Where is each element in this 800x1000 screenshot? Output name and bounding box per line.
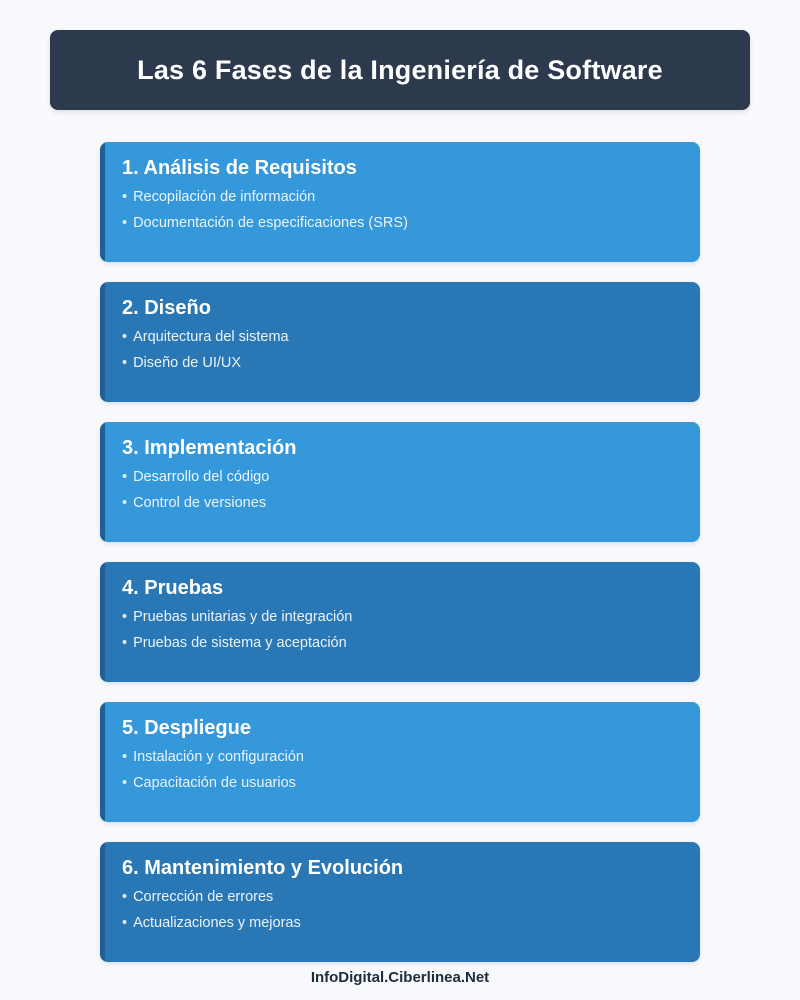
phase-title: 2. Diseño: [122, 297, 211, 319]
header-banner: [50, 30, 750, 110]
phase-bullet: [122, 330, 678, 346]
page-title: Las 6 Fases de la Ingeniería de Software: [137, 54, 663, 85]
bullet-dot-icon: •: [122, 634, 128, 651]
phase-bullet: [122, 190, 678, 206]
phase-bullet-label: Actualizaciones y mejoras: [133, 914, 301, 931]
phase-bullet-label: Recopilación de información: [133, 189, 316, 205]
phase-bullet: [122, 750, 678, 766]
phase-accent-bar: [100, 282, 105, 402]
phase-card: [100, 142, 700, 262]
phase-card: [100, 702, 700, 822]
bullet-dot-icon: •: [122, 214, 128, 231]
phase-title: 4. Pruebas: [122, 577, 224, 599]
bullet-dot-icon: •: [122, 749, 128, 765]
phase-bullet: [122, 356, 678, 372]
phase-bullet: [122, 496, 678, 512]
bullet-dot-icon: •: [122, 189, 128, 205]
phase-accent-bar: [100, 562, 105, 682]
phase-card: [100, 562, 700, 682]
phase-accent-bar: [100, 842, 105, 962]
bullet-dot-icon: •: [122, 354, 128, 371]
bullet-dot-icon: •: [122, 774, 128, 791]
bullet-dot-icon: •: [122, 889, 128, 905]
phase-title: 1. Análisis de Requisitos: [122, 157, 357, 179]
phase-bullet: [122, 636, 678, 652]
bullet-dot-icon: •: [122, 494, 128, 511]
phase-title: 5. Despliegue: [122, 717, 251, 739]
phase-bullet-label: Diseño de UI/UX: [133, 354, 242, 371]
phase-card: [100, 422, 700, 542]
phase-bullet-label: Documentación de especificaciones (SRS): [133, 214, 408, 231]
bullet-dot-icon: •: [122, 469, 128, 485]
phase-accent-bar: [100, 702, 105, 822]
phase-bullet: [122, 470, 678, 486]
phase-title: 3. Implementación: [122, 437, 297, 459]
phase-card: [100, 282, 700, 402]
bullet-dot-icon: •: [122, 914, 128, 931]
phase-bullet: [122, 916, 678, 932]
phase-bullet-label: Arquitectura del sistema: [133, 329, 289, 345]
phase-accent-bar: [100, 142, 105, 262]
phase-bullet-label: Desarrollo del código: [133, 469, 270, 485]
phase-card: [100, 842, 700, 962]
phase-list: [100, 142, 700, 982]
phase-bullet-label: Instalación y configuración: [133, 749, 304, 765]
phase-bullet: [122, 610, 678, 626]
bullet-dot-icon: •: [122, 609, 128, 625]
phase-bullet-label: Control de versiones: [133, 494, 267, 511]
phase-bullet-label: Pruebas unitarias y de integración: [133, 609, 353, 625]
phase-bullet: [122, 776, 678, 792]
bullet-dot-icon: •: [122, 329, 128, 345]
phase-bullet: [122, 216, 678, 232]
footer-credit: InfoDigital.Ciberlinea.Net: [310, 969, 490, 986]
phase-bullet-label: Pruebas de sistema y aceptación: [133, 634, 347, 651]
phase-title: 6. Mantenimiento y Evolución: [122, 857, 404, 879]
phase-bullet-label: Corrección de errores: [133, 889, 274, 905]
phase-accent-bar: [100, 422, 105, 542]
phase-bullet: [122, 890, 678, 906]
phase-bullet-label: Capacitación de usuarios: [133, 774, 296, 791]
